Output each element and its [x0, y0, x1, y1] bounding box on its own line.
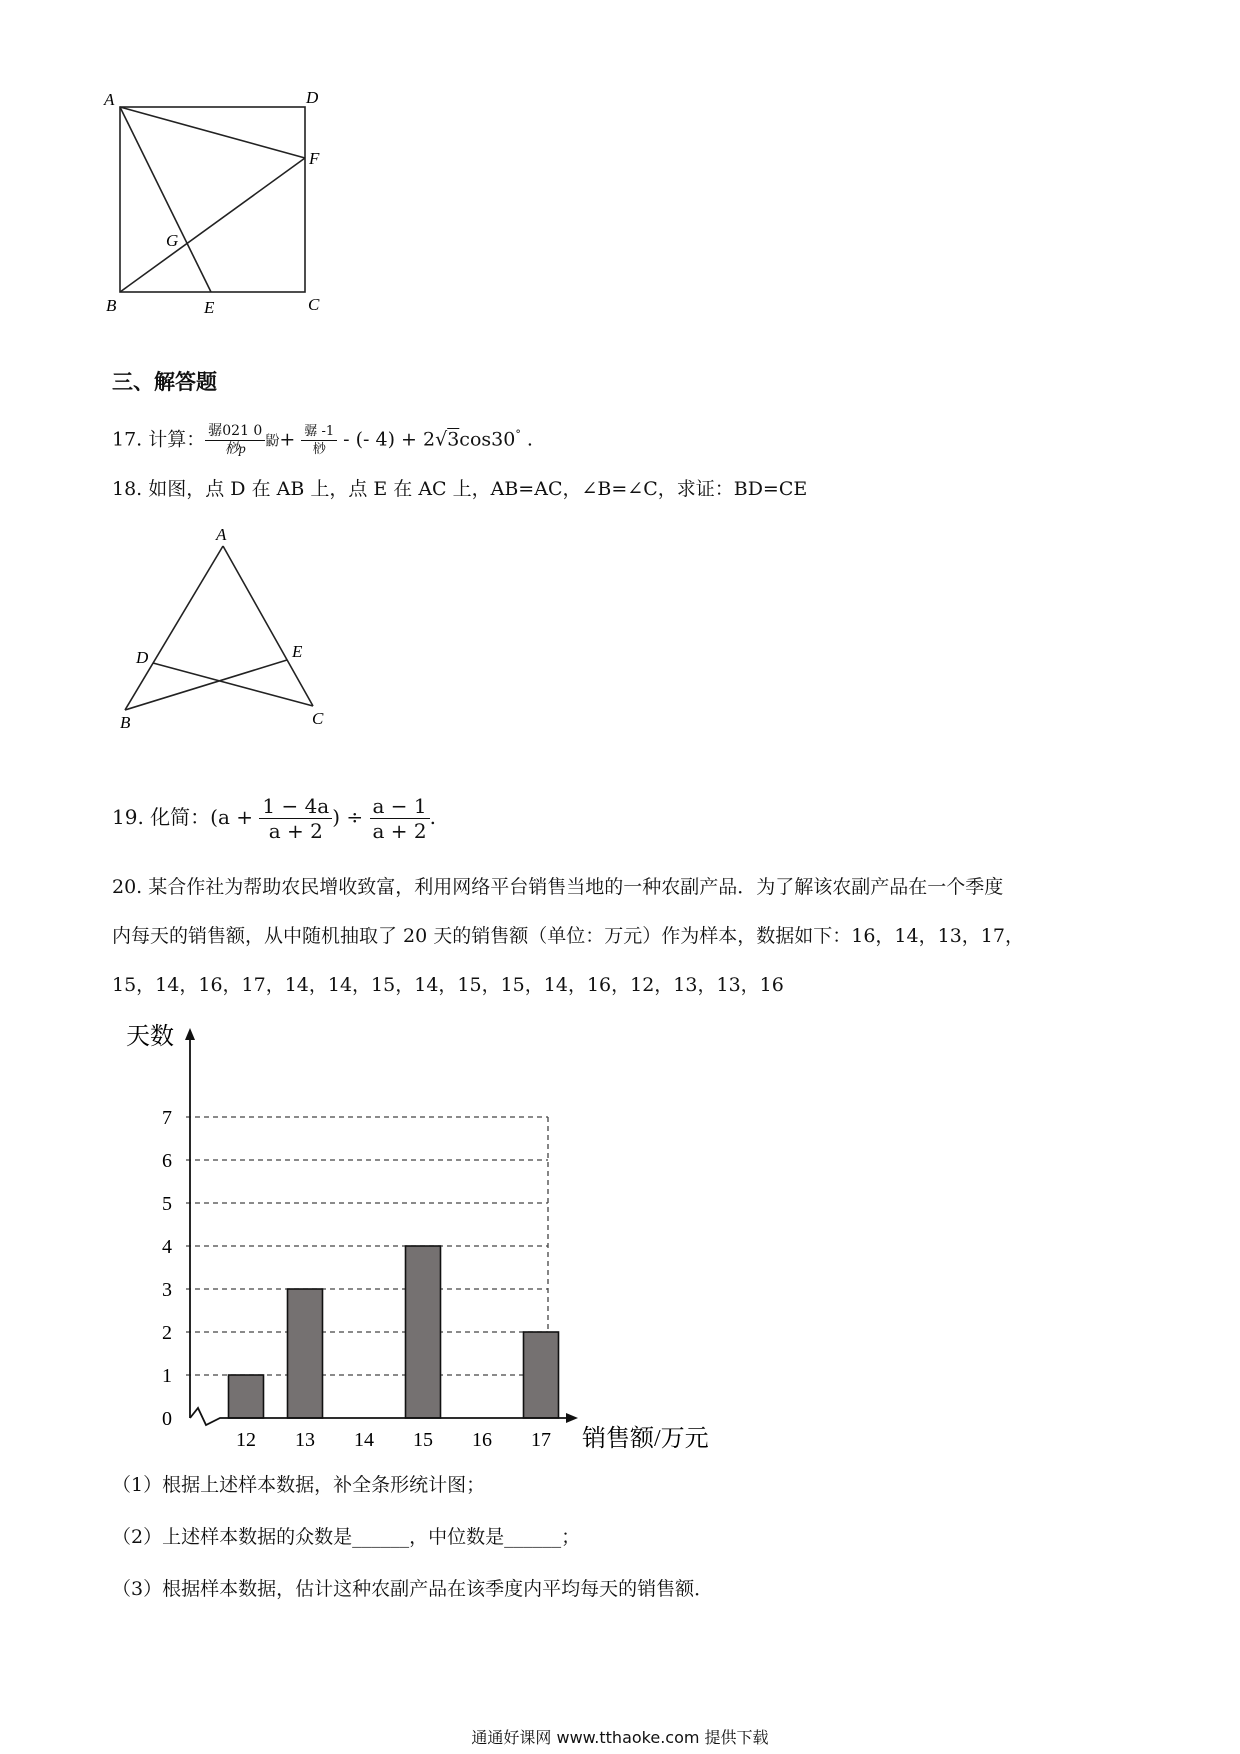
question-18: 18. 如图，点 D 在 AB 上，点 E 在 AC 上，AB=AC，∠B=∠C，求证：BD=CE [112, 478, 808, 500]
x-axis-arrow [566, 1413, 578, 1423]
q17-cos: cos30 [459, 428, 516, 451]
segment-dc [153, 663, 313, 706]
segment-bf [120, 158, 305, 292]
triangle-figure [110, 520, 340, 730]
q17-degree: ° [515, 428, 521, 442]
segment-be [125, 660, 287, 710]
q17-rest: - (- 4) + 2 [337, 428, 436, 451]
side-ab [125, 546, 223, 710]
q17-sqrt: √3 [435, 428, 460, 451]
y-axis-arrow [185, 1028, 195, 1040]
label-d: D [306, 88, 319, 107]
q19-fraction-1: $\frac{1 - 4a}{a + 2}$ [259, 796, 332, 841]
label-b: B [120, 713, 131, 730]
ytick-label: 2 [162, 1322, 172, 1344]
ytick-label: 0 [162, 1408, 172, 1430]
bar-12 [229, 1375, 264, 1418]
q19-fraction-2: $\frac{a - 1}{a + 2}$ [370, 796, 430, 841]
xtick-label: 14 [354, 1429, 374, 1451]
ytick-label: 4 [162, 1236, 172, 1258]
section-title: 三、解答题 [112, 370, 217, 394]
q20-line-3: 15，14，16，17，14，14，15，14，15，15，14，16，12，13，13，16 [112, 974, 784, 996]
bar-15 [406, 1246, 441, 1418]
xtick-label: 16 [472, 1429, 492, 1451]
label-a: A [216, 525, 227, 544]
bar-17 [524, 1332, 559, 1418]
q19-mid: ) ÷ [332, 805, 364, 829]
side-ac [223, 546, 313, 706]
footer: 通通好课网 www.tthaoke.com 提供下载 [471, 1728, 769, 1747]
label-g: G [166, 231, 179, 250]
ytick-label: 6 [162, 1150, 172, 1172]
question-19 [112, 796, 436, 841]
q20-sub-3: （3）根据样本数据，估计这种农副产品在该季度内平均每天的销售额． [112, 1578, 714, 1600]
chart-ytick-labels [162, 1107, 172, 1430]
label-e: E [204, 298, 215, 317]
chart-axes [185, 1028, 578, 1425]
q20-sub-2: （2）上述样本数据的众数是______，中位数是______； [112, 1526, 581, 1548]
chart-grid [186, 1117, 548, 1418]
q17-garbled-side: 鼢 [265, 433, 280, 450]
xtick-label: 17 [531, 1429, 551, 1451]
question-20 [112, 863, 1132, 1010]
label-c: C [308, 295, 320, 314]
y-axis-label: 天数 [126, 1024, 174, 1050]
xtick-label: 12 [236, 1429, 256, 1451]
q20-sub-1: （1）根据上述样本数据，补全条形统计图； [112, 1474, 486, 1496]
segment-af [120, 107, 305, 158]
q20-line-2: 内每天的销售额，从中随机抽取了 20 天的销售额（单位：万元）作为样本，数据如下：16，14，13，17， [112, 925, 1024, 947]
bar-chart [110, 1010, 730, 1460]
ytick-label: 5 [162, 1193, 172, 1215]
label-d: D [136, 648, 149, 667]
label-f: F [309, 149, 320, 168]
q19-end: . [429, 805, 436, 829]
label-a: A [104, 90, 115, 109]
label-b: B [106, 296, 117, 315]
question-17 [112, 424, 533, 457]
ytick-label: 3 [162, 1279, 172, 1301]
bar-13 [288, 1289, 323, 1418]
ytick-label: 7 [162, 1107, 172, 1129]
square-abcd [120, 107, 305, 292]
q17-plus: + [279, 428, 296, 451]
q20-line-1: 20. 某合作社为帮助农民增收致富，利用网络平台销售当地的一种农副产品．为了解该农副产品在一个季度 [112, 876, 1004, 898]
label-e: E [292, 642, 303, 661]
square-figure [100, 85, 380, 365]
q19-prefix: 19. 化简：(a + [112, 805, 254, 829]
xtick-label: 13 [295, 1429, 315, 1451]
xtick-label: 15 [413, 1429, 433, 1451]
q17-garbled-fraction-2: $\frac{\text{骣 -1}}{\text{桫}}$ [301, 425, 337, 456]
q17-number: 17. 计算： [112, 428, 206, 451]
x-axis-label: 销售额/万元 [582, 1426, 709, 1452]
segment-ae [120, 107, 211, 292]
q17-garbled-fraction: $\frac{\text{骣021 0}}{\text{桫p}}$ [205, 424, 265, 457]
q17-end: . [520, 428, 533, 451]
ytick-label: 1 [162, 1365, 172, 1387]
label-c: C [312, 709, 324, 728]
chart-xtick-labels [236, 1429, 551, 1451]
